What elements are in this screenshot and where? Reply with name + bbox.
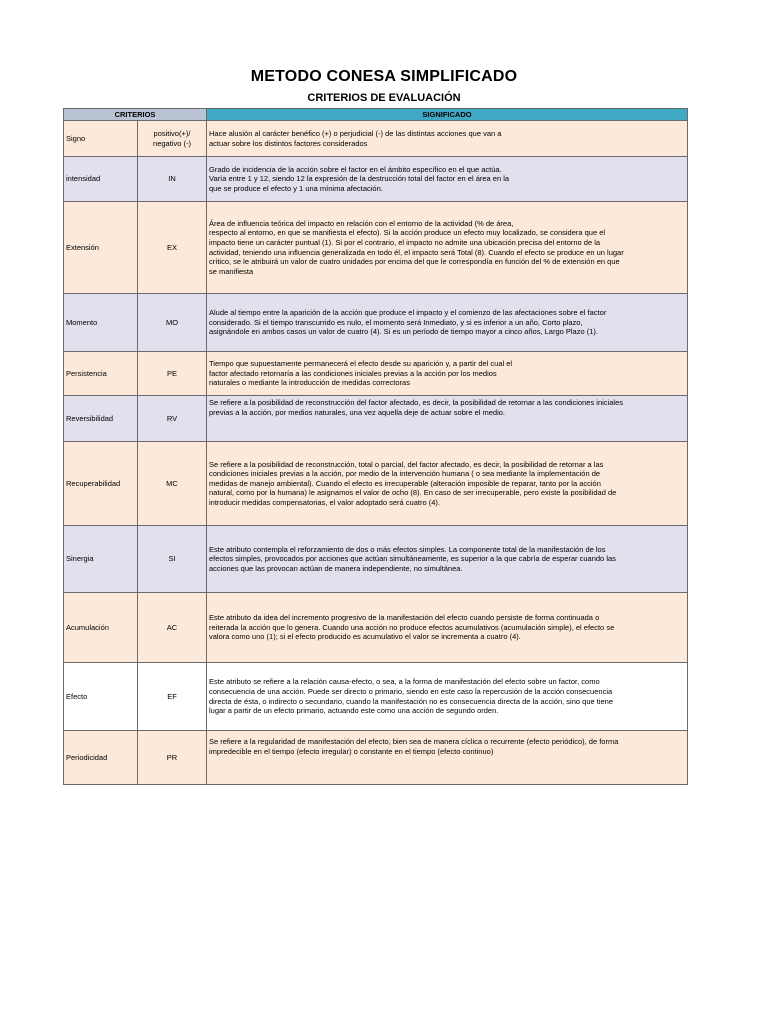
table-row	[64, 731, 688, 785]
criterion-description	[207, 526, 688, 593]
table-row	[64, 663, 688, 731]
criterion-name: Extensión	[64, 202, 138, 294]
description-line: Este atributo se refiere a la relación causa-efecto, o sea, a la forma de manifestación del efecto sobre un factor, como	[209, 677, 600, 687]
description-line: Hace alusión al carácter benéfico (+) o perjudicial (-) de las distintas acciones que van a	[209, 128, 502, 138]
description-line: directa de ésta, o indirecto o secundario, cuando la manifestación no es consecuencia directa de la acción, sino que tiene	[209, 696, 614, 706]
criterion-name: Acumulación	[64, 593, 138, 663]
criterion-description	[207, 663, 688, 731]
criterion-description	[207, 202, 688, 294]
table-row	[64, 526, 688, 593]
description-line: respecto al entorno, en que se manifiesta el efecto). Si la acción produce un efecto muy localizado, se considera que el	[209, 228, 606, 238]
description-line: actividad, teniendo una influencia generalizada en todo él, el impacto será Total (8). Cuando el efecto se produce en un lugar	[209, 247, 624, 257]
criterion-code: PR	[138, 731, 207, 785]
table-row	[64, 352, 688, 396]
criterion-description	[207, 396, 688, 442]
description-line: crítico, se le atribuirá un valor de cuatro unidades por encima del que le correspondía en función del % de extensión en que	[209, 257, 620, 267]
description-line: Varía entre 1 y 12, siendo 12 la expresión de la destrucción total del factor en el área en la	[209, 174, 510, 184]
criterion-description	[207, 442, 688, 526]
description-line: valora como uno (1); si el efecto producido es acumulativo el valor se incrementa a cuatro (4).	[209, 632, 521, 642]
criterion-code: IN	[138, 157, 207, 202]
criterion-code: SI	[138, 526, 207, 593]
criterion-description	[207, 593, 688, 663]
description-line: condiciones iniciales previas a la acción, por medio de la intervención humana ( o sea mediante la implementación de	[209, 469, 601, 479]
criterion-description	[207, 121, 688, 157]
description-line: factor afectado retornaría a las condiciones iniciales previas a la acción por los medios	[209, 368, 497, 378]
description-line: Tiempo que supuestamente permanecerá el efecto desde su aparición y, a partir del cual el	[209, 359, 513, 369]
description-line: actuar sobre los distintos factores considerados	[209, 138, 368, 148]
header-significado: SIGNIFICADO	[207, 109, 688, 121]
description-line: considerado. Si el tiempo transcurrido es nulo, el momento será Inmediato, y si es inferior a un año, Corto plazo,	[209, 317, 583, 327]
table-row	[64, 593, 688, 663]
description-line: impacto tiene un carácter puntual (1). Si por el contrario, el impacto no admite una ubicación precisa del entorno de la	[209, 237, 601, 247]
criterion-name: Reversibilidad	[64, 396, 138, 442]
criterion-name: Efecto	[64, 663, 138, 731]
criterion-description	[207, 157, 688, 202]
description-line: Área de influencia teórica del impacto en relación con el entorno de la actividad (% de área,	[209, 218, 514, 228]
table-row	[64, 202, 688, 294]
description-line: introducir medidas compensatorias, el valor adoptado será cuatro (4).	[209, 497, 440, 507]
description-line: medidas de manejo ambiental). Cuando el efecto es irrecuperable (alteración imposible de reparar, tanto por la acción	[209, 478, 601, 488]
description-line: que se produce el efecto y 1 una mínima afectación.	[209, 183, 383, 193]
criterion-name: Momento	[64, 294, 138, 352]
table-row	[64, 442, 688, 526]
description-line: previas a la acción, por medios naturales, una vez aquella deje de actuar sobre el medio.	[209, 407, 506, 417]
criterion-name: Persistencia	[64, 352, 138, 396]
table-row	[64, 157, 688, 202]
criterion-name: Periodicidad	[64, 731, 138, 785]
criterion-code: MC	[138, 442, 207, 526]
description-line: natural, como por la humana) le asignamos el valor de ocho (8). En caso de ser irrecuperable, pero existe la posibilidad de	[209, 488, 617, 498]
criterion-name: intensidad	[64, 157, 138, 202]
page-subtitle: CRITERIOS DE EVALUACIÓN	[307, 92, 461, 104]
header-criterios: CRITERIOS	[64, 109, 207, 121]
criterion-description	[207, 352, 688, 396]
description-line: Se refiere a la posibilidad de reconstrucción del factor afectado, es decir, la posibilidad de retornar a las condiciones iniciales	[209, 398, 623, 407]
criterion-code: MO	[138, 294, 207, 352]
description-line: Se refiere a la posibilidad de reconstrucción, total o parcial, del factor afectado, es decir, la posibilidad de retornar a las	[209, 459, 604, 469]
description-line: lugar a partir de un efecto primario, actuando este como una acción de segundo orden.	[209, 706, 499, 716]
page-title: METODO CONESA SIMPLIFICADO	[250, 68, 518, 85]
description-line: efectos simples, provocados por acciones que actúan simultáneamente, es superior a la que cabría de esperar cuando las	[209, 554, 616, 564]
description-line: se manifiesta	[209, 266, 254, 276]
description-line: Este atributo da idea del incremento progresivo de la manifestación del efecto cuando persiste de forma continuada o	[209, 613, 600, 623]
description-line: reiterada la acción que lo genera. Cuando una acción no produce efectos acumulativos (acumulación simple), el efecto se	[209, 622, 615, 632]
description-line: acciones que las provocan actúan de manera independiente, no simultánea.	[209, 563, 463, 573]
description-line: asignándole en ambos casos un valor de cuatro (4). Si es un período de tiempo mayor a cinco años, Largo Plazo (1).	[209, 327, 598, 337]
criterion-code: EF	[138, 663, 207, 731]
table-row	[64, 396, 688, 442]
criterion-code: PE	[138, 352, 207, 396]
criterion-name: Signo	[64, 121, 138, 157]
criterion-code: positivo(+)/ negativo (-)	[138, 121, 207, 157]
criterion-code: AC	[138, 593, 207, 663]
criterion-name: Sinergia	[64, 526, 138, 593]
criterion-description	[207, 294, 688, 352]
criterion-description	[207, 731, 688, 785]
description-line: Alude al tiempo entre la aparición de la acción que produce el impacto y el comienzo de las afectaciones sobre el factor	[209, 308, 607, 318]
criteria-table	[63, 108, 688, 785]
description-line: Este atributo contempla el reforzamiento de dos o más efectos simples. La componente total de la manifestación de los	[209, 544, 606, 554]
table-row	[64, 294, 688, 352]
criterion-name: Recuperabilidad	[64, 442, 138, 526]
description-line: consecuencia de una acción. Puede ser directo o primario, siendo en este caso la repercusión de la acción consecuencia	[209, 686, 613, 696]
description-line: Se refiere a la regularidad de manifestación del efecto, bien sea de manera cíclica o recurrente (efecto periódico), de forma	[209, 737, 619, 746]
description-line: Grado de incidencia de la acción sobre el factor en el ámbito específico en el que actúa.	[209, 164, 502, 174]
criterion-code: RV	[138, 396, 207, 442]
table-row	[64, 121, 688, 157]
description-line: naturales o mediante la introducción de medidas correctoras	[209, 378, 410, 388]
criterion-code: EX	[138, 202, 207, 294]
description-line: impredecible en el tiempo (efecto irregular) o constante en el tiempo (efecto continuo)	[209, 746, 494, 756]
